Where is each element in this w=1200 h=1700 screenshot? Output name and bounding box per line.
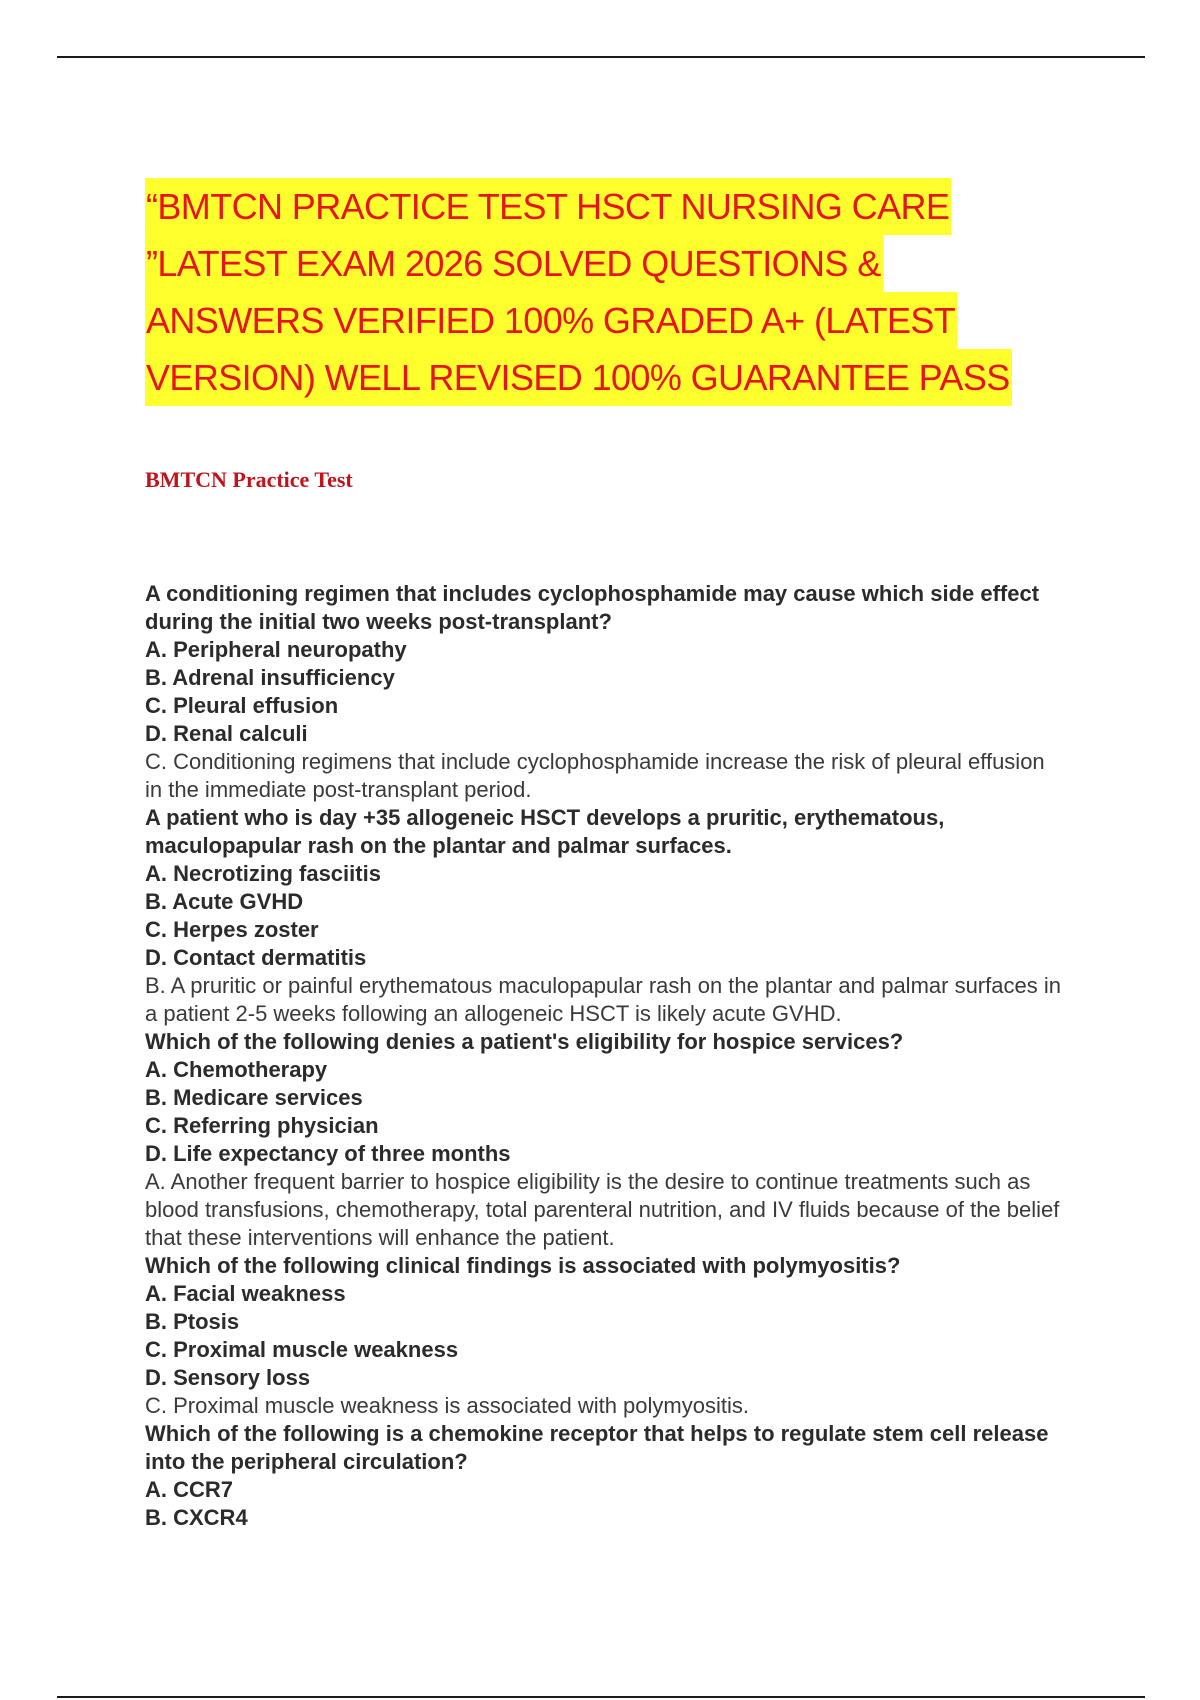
answer-option: C. Herpes zoster bbox=[145, 917, 319, 942]
answer-explanation: B. A pruritic or painful erythematous maculopapular rash on the plantar and palmar surfaces in a patient 2-5 weeks following an allogeneic HSCT is likely acute GVHD. bbox=[145, 973, 1061, 1026]
top-rule bbox=[57, 56, 1145, 58]
answer-option: D. Renal calculi bbox=[145, 721, 308, 746]
answer-option: A. Peripheral neuropathy bbox=[145, 637, 407, 662]
title-line bbox=[145, 349, 1105, 406]
answer-option: D. Life expectancy of three months bbox=[145, 1141, 511, 1166]
answer-option: B. Medicare services bbox=[145, 1085, 363, 1110]
bottom-rule bbox=[57, 1696, 1145, 1698]
answer-option: B. Adrenal insufficiency bbox=[145, 665, 395, 690]
title-line bbox=[145, 292, 1105, 349]
answer-option: C. Pleural effusion bbox=[145, 693, 339, 718]
title-line-text: ANSWERS VERIFIED 100% GRADED A+ (LATEST bbox=[145, 292, 957, 349]
question-text: A conditioning regimen that includes cyclophosphamide may cause which side effect during the initial two weeks post-transplant? bbox=[145, 581, 1040, 634]
answer-option: B. Ptosis bbox=[145, 1309, 240, 1334]
answer-explanation: A. Another frequent barrier to hospice eligibility is the desire to continue treatments such as blood transfusions, chemotherapy, total parenteral nutrition, and IV fluids because of the belief that these interventions will enhance the patient. bbox=[145, 1169, 1060, 1250]
answer-option: C. Proximal muscle weakness bbox=[145, 1337, 459, 1362]
title-line bbox=[145, 235, 1105, 292]
question-text: A patient who is day +35 allogeneic HSCT develops a pruritic, erythematous, maculopapular rash on the plantar and palmar surfaces. bbox=[145, 805, 945, 858]
answer-option: B. CXCR4 bbox=[145, 1505, 248, 1530]
answer-option: A. Chemotherapy bbox=[145, 1057, 328, 1082]
answer-option: C. Referring physician bbox=[145, 1113, 379, 1138]
title-line bbox=[145, 178, 1105, 235]
answer-option: B. Acute GVHD bbox=[145, 889, 304, 914]
title-line-text: VERSION) WELL REVISED 100% GUARANTEE PASS bbox=[145, 349, 1012, 406]
document-title bbox=[145, 178, 1105, 406]
answer-option: A. Necrotizing fasciitis bbox=[145, 861, 381, 886]
answer-option: D. Sensory loss bbox=[145, 1365, 311, 1390]
answer-explanation: C. Proximal muscle weakness is associated with polymyositis. bbox=[145, 1393, 749, 1418]
title-line-text: “BMTCN PRACTICE TEST HSCT NURSING CARE bbox=[145, 178, 951, 235]
answer-option: A. CCR7 bbox=[145, 1477, 234, 1502]
question-text: Which of the following is a chemokine receptor that helps to regulate stem cell release into the peripheral circulation? bbox=[145, 1421, 1049, 1474]
question-list bbox=[145, 580, 1065, 1532]
question-text: Which of the following denies a patient's eligibility for hospice services? bbox=[145, 1029, 904, 1054]
section-heading: BMTCN Practice Test bbox=[145, 467, 353, 492]
answer-option: A. Facial weakness bbox=[145, 1281, 346, 1306]
question-text: Which of the following clinical findings is associated with polymyositis? bbox=[145, 1253, 901, 1278]
answer-explanation: C. Conditioning regimens that include cyclophosphamide increase the risk of pleural effusion in the immediate post-transplant period. bbox=[145, 749, 1045, 802]
title-line-text: ”LATEST EXAM 2026 SOLVED QUESTIONS & bbox=[145, 235, 883, 292]
answer-option: D. Contact dermatitis bbox=[145, 945, 367, 970]
